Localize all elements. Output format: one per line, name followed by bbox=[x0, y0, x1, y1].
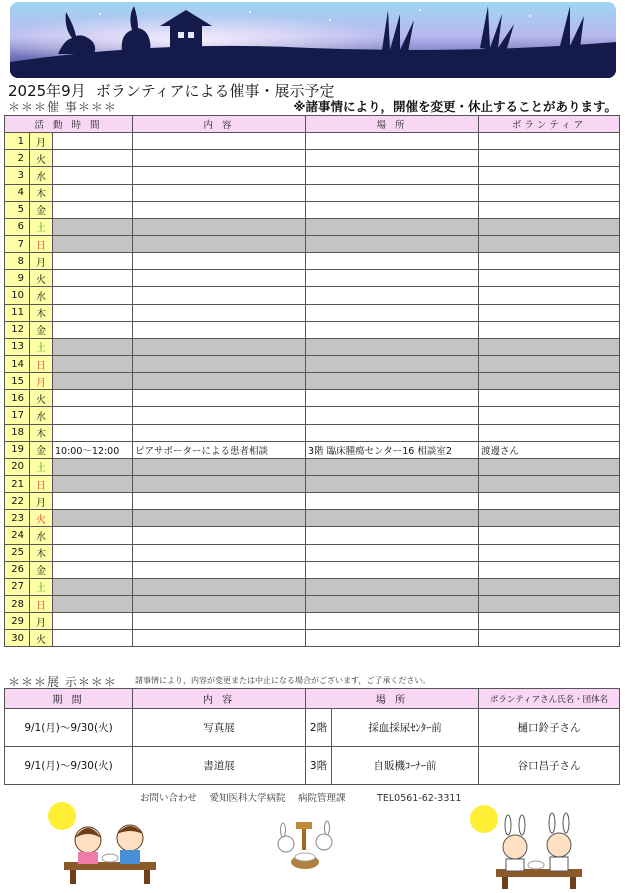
event-row bbox=[5, 458, 620, 475]
event-time bbox=[53, 544, 133, 561]
event-row bbox=[5, 184, 620, 201]
event-weekday: 木 bbox=[30, 184, 53, 201]
event-row bbox=[5, 595, 620, 612]
event-row bbox=[5, 373, 620, 390]
event-row bbox=[5, 475, 620, 492]
exhibits-note: 諸事情により，内容が変更または中止になる場合がございます，ご了承ください。 bbox=[135, 676, 431, 685]
event-content bbox=[133, 253, 306, 270]
event-place bbox=[306, 270, 479, 287]
event-volunteer bbox=[479, 287, 620, 304]
event-weekday: 水 bbox=[30, 167, 53, 184]
event-place bbox=[306, 595, 479, 612]
event-volunteer bbox=[479, 407, 620, 424]
event-content bbox=[133, 304, 306, 321]
event-weekday: 月 bbox=[30, 253, 53, 270]
event-content bbox=[133, 184, 306, 201]
exhibit-floor: 2階 bbox=[306, 709, 332, 747]
exhibit-header-place: 場 所 bbox=[306, 689, 479, 709]
event-day: 26 bbox=[5, 561, 30, 578]
event-weekday: 火 bbox=[30, 630, 53, 647]
contact-info: お問い合わせ 愛知医科大学病院 病院管理課 TEL0561-62-3311 bbox=[140, 793, 462, 804]
event-row bbox=[5, 235, 620, 252]
event-day: 16 bbox=[5, 390, 30, 407]
exhibit-place: 自販機ｺｰﾅｰ前 bbox=[332, 747, 479, 785]
event-day: 13 bbox=[5, 338, 30, 355]
event-content bbox=[133, 390, 306, 407]
event-weekday: 月 bbox=[30, 373, 53, 390]
event-row bbox=[5, 390, 620, 407]
event-volunteer bbox=[479, 338, 620, 355]
event-volunteer bbox=[479, 595, 620, 612]
event-weekday: 日 bbox=[30, 235, 53, 252]
event-place bbox=[306, 133, 479, 150]
event-row bbox=[5, 150, 620, 167]
event-time bbox=[53, 321, 133, 338]
exhibit-row bbox=[5, 747, 620, 785]
exhibit-content: 写真展 bbox=[133, 709, 306, 747]
event-time: 10:00～12:00 bbox=[53, 441, 133, 458]
event-day: 30 bbox=[5, 630, 30, 647]
event-time bbox=[53, 595, 133, 612]
events-header-row bbox=[5, 116, 620, 133]
event-row bbox=[5, 321, 620, 338]
event-day: 14 bbox=[5, 355, 30, 372]
exhibit-row bbox=[5, 709, 620, 747]
event-row bbox=[5, 201, 620, 218]
event-time bbox=[53, 184, 133, 201]
event-time bbox=[53, 270, 133, 287]
event-volunteer bbox=[479, 390, 620, 407]
event-content bbox=[133, 595, 306, 612]
event-place bbox=[306, 253, 479, 270]
event-content bbox=[133, 321, 306, 338]
event-weekday: 火 bbox=[30, 510, 53, 527]
notice-text: ※諸事情により，開催を変更・休止することがあります。 bbox=[293, 99, 617, 114]
event-volunteer bbox=[479, 578, 620, 595]
event-content bbox=[133, 270, 306, 287]
event-day: 6 bbox=[5, 218, 30, 235]
event-volunteer bbox=[479, 527, 620, 544]
header-place: 場 所 bbox=[306, 116, 479, 133]
event-time bbox=[53, 201, 133, 218]
event-day: 29 bbox=[5, 613, 30, 630]
event-content bbox=[133, 338, 306, 355]
exhibit-period: 9/1(月)～9/30(火) bbox=[5, 747, 133, 785]
event-weekday: 月 bbox=[30, 493, 53, 510]
event-row bbox=[5, 578, 620, 595]
event-day: 3 bbox=[5, 167, 30, 184]
event-time bbox=[53, 630, 133, 647]
event-weekday: 月 bbox=[30, 133, 53, 150]
event-weekday: 水 bbox=[30, 527, 53, 544]
event-time bbox=[53, 458, 133, 475]
event-place bbox=[306, 527, 479, 544]
header-volunteer: ボランティア bbox=[479, 116, 620, 133]
event-content bbox=[133, 544, 306, 561]
event-place bbox=[306, 218, 479, 235]
event-weekday: 木 bbox=[30, 544, 53, 561]
event-weekday: 金 bbox=[30, 201, 53, 218]
event-place bbox=[306, 235, 479, 252]
event-volunteer bbox=[479, 253, 620, 270]
event-weekday: 金 bbox=[30, 441, 53, 458]
event-time bbox=[53, 475, 133, 492]
event-place: 3階 臨床腫瘍センター16 相談室2 bbox=[306, 441, 479, 458]
event-content bbox=[133, 133, 306, 150]
event-time bbox=[53, 304, 133, 321]
exhibits-table bbox=[4, 688, 620, 785]
event-content bbox=[133, 373, 306, 390]
event-place bbox=[306, 630, 479, 647]
event-day: 19 bbox=[5, 441, 30, 458]
event-volunteer bbox=[479, 475, 620, 492]
event-row bbox=[5, 287, 620, 304]
exhibit-floor: 3階 bbox=[306, 747, 332, 785]
exhibit-volunteer: 谷口昌子さん bbox=[479, 747, 620, 785]
event-weekday: 木 bbox=[30, 304, 53, 321]
event-time bbox=[53, 527, 133, 544]
event-weekday: 日 bbox=[30, 355, 53, 372]
event-place bbox=[306, 561, 479, 578]
event-place bbox=[306, 510, 479, 527]
event-time bbox=[53, 235, 133, 252]
event-content bbox=[133, 235, 306, 252]
event-day: 11 bbox=[5, 304, 30, 321]
event-day: 7 bbox=[5, 235, 30, 252]
event-place bbox=[306, 424, 479, 441]
event-time bbox=[53, 493, 133, 510]
event-volunteer bbox=[479, 218, 620, 235]
event-time bbox=[53, 218, 133, 235]
event-place bbox=[306, 475, 479, 492]
event-volunteer bbox=[479, 424, 620, 441]
event-content bbox=[133, 218, 306, 235]
event-row bbox=[5, 167, 620, 184]
event-time bbox=[53, 407, 133, 424]
event-weekday: 土 bbox=[30, 578, 53, 595]
event-weekday: 日 bbox=[30, 475, 53, 492]
event-weekday: 火 bbox=[30, 390, 53, 407]
event-content bbox=[133, 424, 306, 441]
event-day: 28 bbox=[5, 595, 30, 612]
event-volunteer bbox=[479, 355, 620, 372]
event-day: 18 bbox=[5, 424, 30, 441]
exhibit-place: 採血採尿ｾﾝﾀｰ前 bbox=[332, 709, 479, 747]
event-day: 1 bbox=[5, 133, 30, 150]
event-volunteer bbox=[479, 561, 620, 578]
exhibit-volunteer: 樋口鈴子さん bbox=[479, 709, 620, 747]
event-time bbox=[53, 150, 133, 167]
event-row bbox=[5, 355, 620, 372]
event-day: 22 bbox=[5, 493, 30, 510]
event-time bbox=[53, 253, 133, 270]
events-table bbox=[4, 115, 620, 647]
night-sky-banner bbox=[10, 2, 616, 78]
event-content bbox=[133, 493, 306, 510]
moon-icon bbox=[470, 805, 498, 833]
event-volunteer bbox=[479, 544, 620, 561]
event-place bbox=[306, 544, 479, 561]
event-weekday: 水 bbox=[30, 287, 53, 304]
event-volunteer bbox=[479, 270, 620, 287]
event-row bbox=[5, 218, 620, 235]
event-weekday: 金 bbox=[30, 561, 53, 578]
event-day: 20 bbox=[5, 458, 30, 475]
exhibits-section-label: ＊＊＊展 示＊＊＊ bbox=[8, 675, 117, 689]
event-content bbox=[133, 613, 306, 630]
event-day: 23 bbox=[5, 510, 30, 527]
event-volunteer bbox=[479, 493, 620, 510]
event-time bbox=[53, 424, 133, 441]
event-content bbox=[133, 527, 306, 544]
event-volunteer bbox=[479, 373, 620, 390]
event-time bbox=[53, 287, 133, 304]
event-place bbox=[306, 407, 479, 424]
events-section-label: ＊＊＊催 事＊＊＊ bbox=[8, 100, 117, 114]
event-time bbox=[53, 355, 133, 372]
event-content bbox=[133, 630, 306, 647]
header-content: 内 容 bbox=[133, 116, 306, 133]
event-time bbox=[53, 133, 133, 150]
event-day: 27 bbox=[5, 578, 30, 595]
children-illustration bbox=[44, 800, 164, 886]
event-row bbox=[5, 493, 620, 510]
event-volunteer bbox=[479, 133, 620, 150]
event-volunteer bbox=[479, 201, 620, 218]
event-weekday: 土 bbox=[30, 458, 53, 475]
event-place bbox=[306, 304, 479, 321]
event-content bbox=[133, 355, 306, 372]
event-content bbox=[133, 167, 306, 184]
event-volunteer bbox=[479, 150, 620, 167]
event-weekday: 日 bbox=[30, 595, 53, 612]
event-row bbox=[5, 133, 620, 150]
event-day: 5 bbox=[5, 201, 30, 218]
event-content bbox=[133, 510, 306, 527]
event-row bbox=[5, 270, 620, 287]
event-content bbox=[133, 287, 306, 304]
event-weekday: 木 bbox=[30, 424, 53, 441]
moon-icon bbox=[48, 802, 76, 830]
event-day: 9 bbox=[5, 270, 30, 287]
event-day: 4 bbox=[5, 184, 30, 201]
title-text: ボランティアによる催事・展示予定 bbox=[95, 82, 335, 100]
event-content bbox=[133, 578, 306, 595]
event-day: 21 bbox=[5, 475, 30, 492]
event-place bbox=[306, 613, 479, 630]
event-row bbox=[5, 630, 620, 647]
event-volunteer bbox=[479, 613, 620, 630]
event-place bbox=[306, 458, 479, 475]
event-day: 10 bbox=[5, 287, 30, 304]
event-place bbox=[306, 321, 479, 338]
event-content bbox=[133, 407, 306, 424]
event-weekday: 火 bbox=[30, 270, 53, 287]
event-row bbox=[5, 304, 620, 321]
event-place bbox=[306, 338, 479, 355]
event-place bbox=[306, 355, 479, 372]
event-time bbox=[53, 373, 133, 390]
event-time bbox=[53, 167, 133, 184]
header-time: 活 動 時 間 bbox=[5, 116, 133, 133]
event-day: 24 bbox=[5, 527, 30, 544]
event-weekday: 土 bbox=[30, 218, 53, 235]
exhibits-header-row bbox=[5, 689, 620, 709]
event-volunteer: 渡邊さん bbox=[479, 441, 620, 458]
event-row bbox=[5, 407, 620, 424]
event-volunteer bbox=[479, 304, 620, 321]
event-row bbox=[5, 253, 620, 270]
event-row bbox=[5, 613, 620, 630]
event-row bbox=[5, 338, 620, 355]
event-row bbox=[5, 544, 620, 561]
bunny-children-illustration bbox=[466, 803, 590, 889]
event-time bbox=[53, 390, 133, 407]
event-place bbox=[306, 201, 479, 218]
event-place bbox=[306, 167, 479, 184]
event-day: 8 bbox=[5, 253, 30, 270]
exhibit-header-volunteer: ボランティアさん氏名・団体名 bbox=[479, 689, 620, 709]
event-volunteer bbox=[479, 630, 620, 647]
event-place bbox=[306, 184, 479, 201]
event-content bbox=[133, 458, 306, 475]
event-place bbox=[306, 373, 479, 390]
exhibit-period: 9/1(月)～9/30(火) bbox=[5, 709, 133, 747]
exhibit-header-period: 期 間 bbox=[5, 689, 133, 709]
exhibit-header-content: 内 容 bbox=[133, 689, 306, 709]
event-content bbox=[133, 150, 306, 167]
event-time bbox=[53, 338, 133, 355]
event-row bbox=[5, 561, 620, 578]
event-volunteer bbox=[479, 510, 620, 527]
event-place bbox=[306, 493, 479, 510]
title-year-month: 2025年9月 bbox=[8, 82, 86, 100]
event-volunteer bbox=[479, 321, 620, 338]
event-place bbox=[306, 390, 479, 407]
event-weekday: 金 bbox=[30, 321, 53, 338]
event-weekday: 月 bbox=[30, 613, 53, 630]
event-row bbox=[5, 424, 620, 441]
event-day: 2 bbox=[5, 150, 30, 167]
event-content bbox=[133, 561, 306, 578]
event-weekday: 火 bbox=[30, 150, 53, 167]
events-table-body bbox=[5, 133, 620, 647]
event-row bbox=[5, 510, 620, 527]
event-content: ピアサポーターによる患者相談 bbox=[133, 441, 306, 458]
event-volunteer bbox=[479, 458, 620, 475]
event-time bbox=[53, 510, 133, 527]
event-time bbox=[53, 578, 133, 595]
event-day: 15 bbox=[5, 373, 30, 390]
event-content bbox=[133, 475, 306, 492]
event-place bbox=[306, 287, 479, 304]
exhibit-content: 書道展 bbox=[133, 747, 306, 785]
event-row bbox=[5, 527, 620, 544]
rabbits-pounding-mochi-illustration bbox=[272, 818, 338, 870]
event-weekday: 土 bbox=[30, 338, 53, 355]
event-time bbox=[53, 561, 133, 578]
event-weekday: 水 bbox=[30, 407, 53, 424]
event-place bbox=[306, 578, 479, 595]
event-day: 17 bbox=[5, 407, 30, 424]
event-place bbox=[306, 150, 479, 167]
event-volunteer bbox=[479, 167, 620, 184]
event-volunteer bbox=[479, 184, 620, 201]
event-day: 12 bbox=[5, 321, 30, 338]
event-row bbox=[5, 441, 620, 458]
event-content bbox=[133, 201, 306, 218]
event-day: 25 bbox=[5, 544, 30, 561]
event-time bbox=[53, 613, 133, 630]
event-volunteer bbox=[479, 235, 620, 252]
